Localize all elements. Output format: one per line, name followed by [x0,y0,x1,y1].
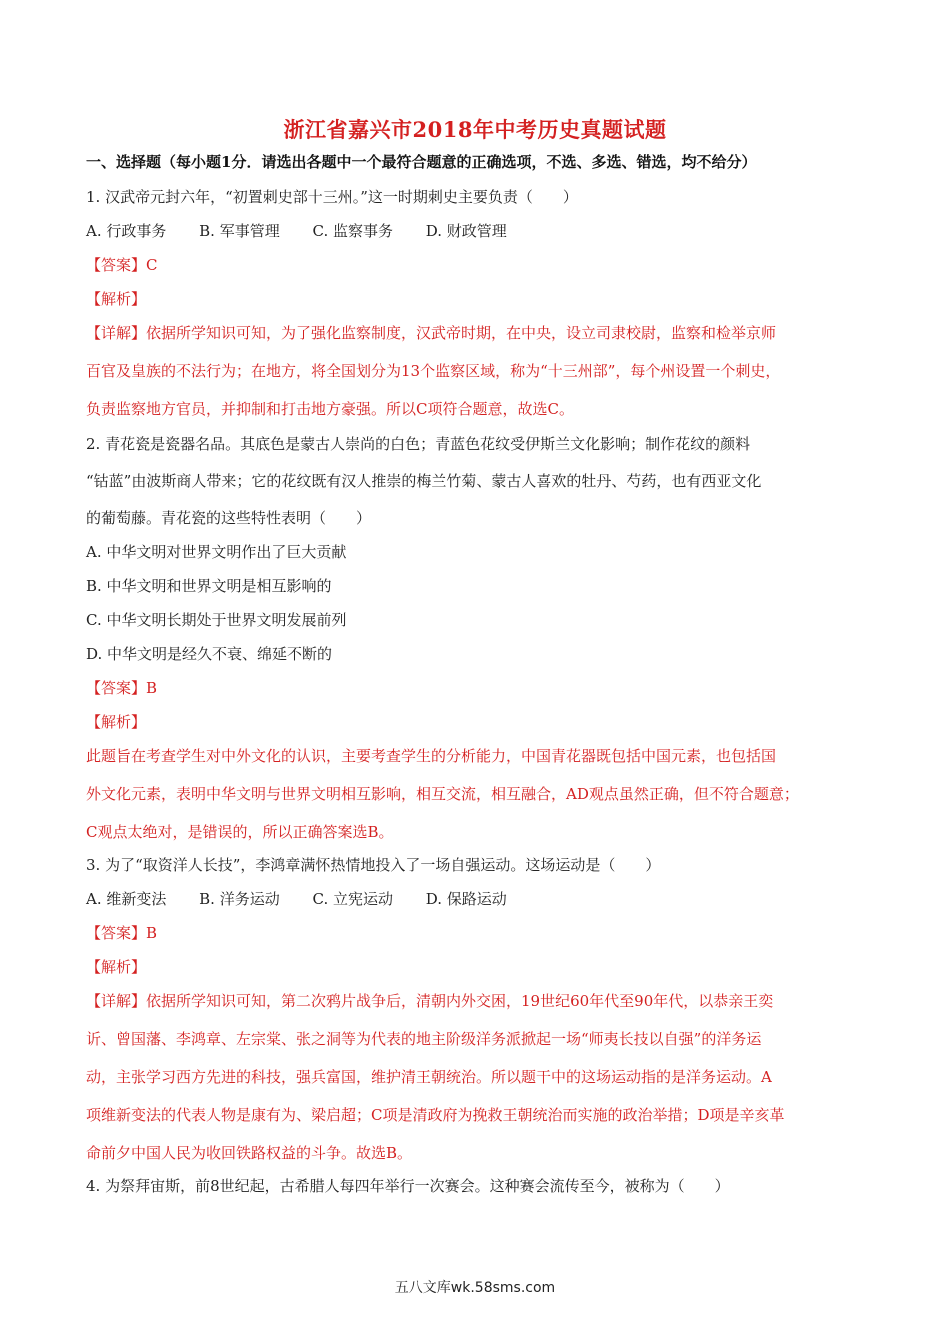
question-2-analysis-line: C观点太绝对，是错误的，所以正确答案选B。 [86,823,394,841]
option-d: D. 财政管理 [425,222,507,240]
question-2-stem-line: “钴蓝”由波斯商人带来；它的花纹既有汉人推崇的梅兰竹菊、蒙古人喜欢的牡丹、芍药，也有西亚文化 [86,472,762,490]
question-3-answer: 【答案】B [86,924,158,942]
section-header: 一、选择题（每小题1分．请选出各题中一个最符合题意的正确选项，不选、多选、错选，均不给分） [86,153,757,171]
question-2-analysis-line: 外文化元素，表明中华文明与世界文明相互影响，相互交流，相互融合，AD观点虽然正确，但不符合题意； [86,785,799,803]
question-3-options [86,889,535,909]
question-1-answer: 【答案】C [86,256,158,274]
option-d: D. 保路运动 [425,890,507,908]
option-c: C. 监察事务 [312,222,393,240]
page-footer: 五八文库wk.58sms.com [394,1280,556,1296]
question-3-analysis-line: 动，主张学习西方先进的科技，强兵富国，维护清王朝统治。所以题干中的这场运动指的是洋务运动。A [86,1068,772,1086]
option-a: A. 维新变法 [86,890,167,908]
document-title: 浙江省嘉兴市2018年中考历史真题试题 [283,117,667,142]
option-b: B. 中华文明和世界文明是相互影响的 [86,577,332,595]
option-c: C. 中华文明长期处于世界文明发展前列 [86,611,347,629]
question-2-analysis-line: 此题旨在考查学生对中外文化的认识，主要考查学生的分析能力，中国青花器既包括中国元素，也包括国 [86,747,777,765]
question-3-analysis-label: 【解析】 [86,958,147,976]
question-1-stem: 1. 汉武帝元封六年，“初置刺史部十三州。”这一时期刺史主要负责（ ） [86,188,578,206]
option-b: B. 军事管理 [199,222,280,240]
question-3-analysis-line: 命前夕中国人民为收回铁路权益的斗争。故选B。 [86,1144,413,1162]
option-c: C. 立宪运动 [312,890,393,908]
question-3-stem: 3. 为了“取资洋人长技”，李鸿章满怀热情地投入了一场自强运动。这场运动是（ ） [86,856,661,874]
question-1-analysis-line: 【详解】依据所学知识可知，为了强化监察制度，汉武帝时期，在中央，设立司隶校尉，监察和检举京师 [86,324,777,342]
question-3-analysis-line: 项维新变法的代表人物是康有为、梁启超；C项是清政府为挽救王朝统治而实施的政治举措；D项是辛亥革 [86,1106,785,1124]
question-2-analysis-label: 【解析】 [86,713,147,731]
question-1-options [86,221,535,241]
option-a: A. 行政事务 [86,222,167,240]
question-3-analysis-line: 【详解】依据所学知识可知，第二次鸦片战争后，清朝内外交困，19世纪60年代至90年代，以恭亲王奕 [86,992,774,1010]
question-1-analysis-line: 负责监察地方官员，并抑制和打击地方豪强。所以C项符合题意，故选C。 [86,400,574,418]
question-1-analysis-label: 【解析】 [86,290,147,308]
question-1-analysis-line: 百官及皇族的不法行为；在地方，将全国划分为13个监察区域，称为“十三州部”，每个州设置一个刺史， [86,362,781,380]
question-2-stem-line: 的葡萄藤。青花瓷的这些特性表明（ ） [86,509,372,527]
question-2-stem-line: 2. 青花瓷是瓷器名品。其底色是蒙古人崇尚的白色；青蓝色花纹受伊斯兰文化影响；制作花纹的颜料 [86,435,751,453]
question-2-answer: 【答案】B [86,679,158,697]
option-d: D. 中华文明是经久不衰、绵延不断的 [86,645,333,663]
option-b: B. 洋务运动 [199,890,280,908]
option-a: A. 中华文明对世界文明作出了巨大贡献 [86,543,347,561]
question-4-stem: 4. 为祭拜宙斯，前8世纪起，古希腊人每四年举行一次赛会。这种赛会流传至今，被称为（ ） [86,1177,730,1195]
question-3-analysis-line: 䜣、曾国藩、李鸿章、左宗棠、张之洞等为代表的地主阶级洋务派掀起一场“师夷长技以自强”的洋务运 [86,1030,762,1048]
